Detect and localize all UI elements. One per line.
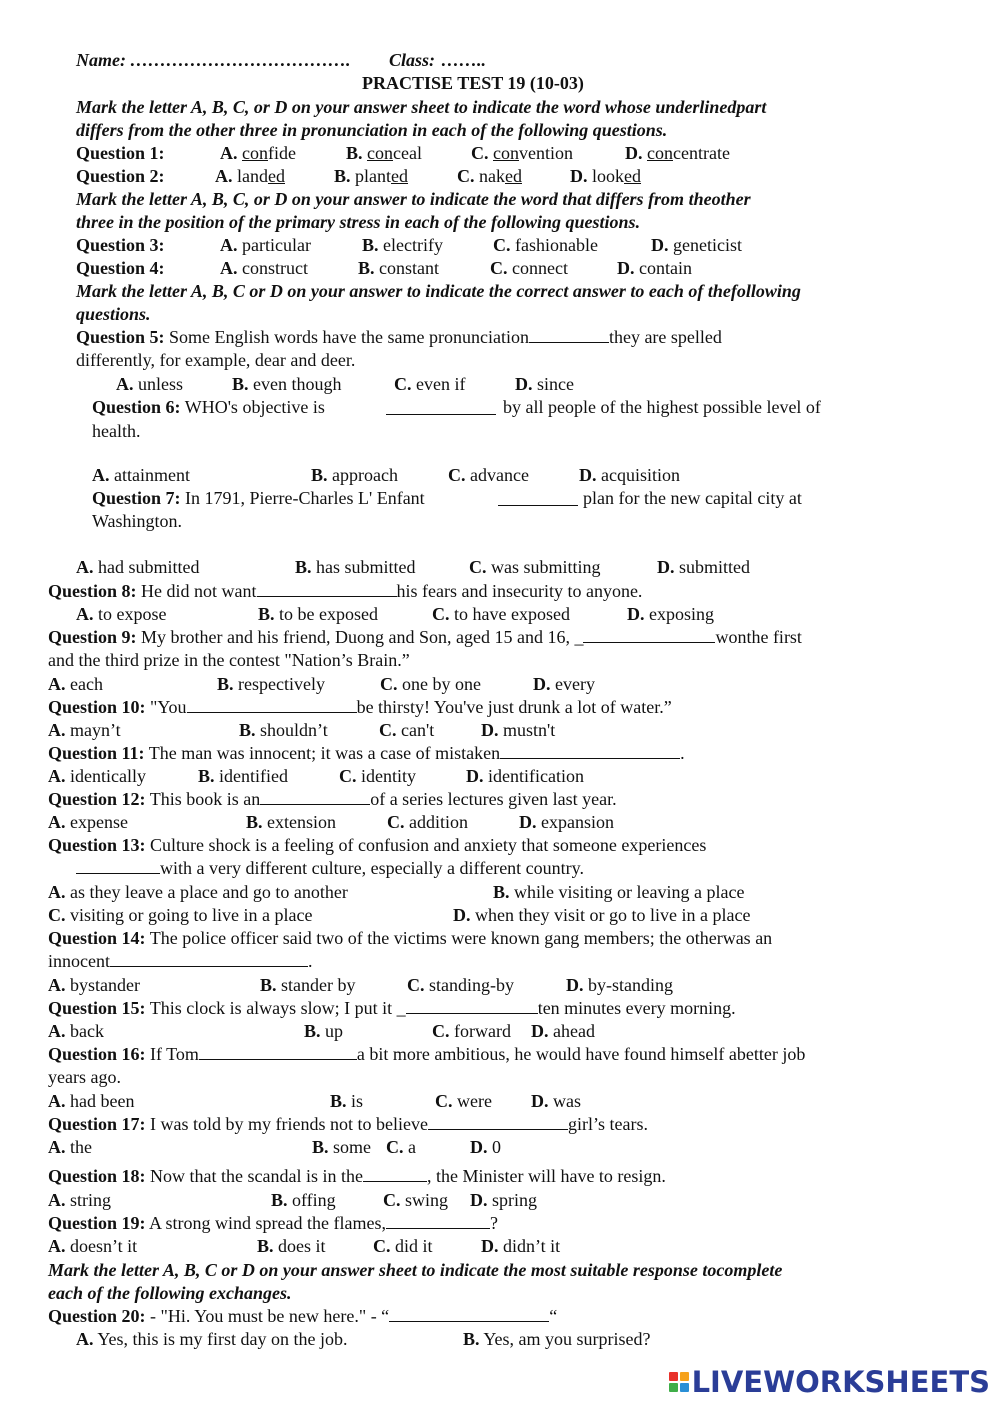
- answer-blank[interactable]: [500, 742, 680, 759]
- answer-blank[interactable]: [583, 626, 715, 643]
- answer-blank[interactable]: [257, 580, 397, 597]
- question-label: Question 7:: [92, 488, 181, 508]
- question-text: This clock is always slow; I put it _: [149, 998, 406, 1018]
- question-12: [48, 788, 617, 810]
- option-a[interactable]: A. identically: [48, 766, 146, 786]
- question-14: [48, 927, 772, 949]
- option-a[interactable]: A. each: [48, 674, 103, 694]
- option-b[interactable]: B. to be exposed: [258, 604, 378, 624]
- question-text: girl’s tears.: [567, 1114, 648, 1134]
- option-c[interactable]: C. identity: [339, 766, 416, 786]
- question-label: Question 12:: [48, 789, 146, 809]
- question-text: plan for the new capital city at: [583, 488, 802, 508]
- option-c[interactable]: C. addition: [387, 812, 468, 832]
- question-label: Question 11:: [48, 743, 145, 763]
- option-d[interactable]: D. mustn't: [481, 720, 556, 740]
- option-d[interactable]: D. exposing: [627, 604, 714, 624]
- question-9: [48, 626, 802, 648]
- option-b[interactable]: B. Yes, am you surprised?: [463, 1329, 651, 1349]
- name-label: Name:: [76, 50, 126, 70]
- answer-blank[interactable]: [386, 398, 496, 415]
- question-8: [48, 580, 642, 602]
- question-text: ?: [489, 1213, 498, 1233]
- question-10: [48, 696, 672, 718]
- question-text: , the Minister will have to resign.: [426, 1166, 666, 1186]
- option-a[interactable]: A. had been: [48, 1091, 135, 1111]
- option-b[interactable]: B. stander by: [260, 975, 356, 995]
- option-d[interactable]: D. by-standing: [566, 975, 673, 995]
- option-b[interactable]: B. while visiting or leaving a place: [493, 882, 745, 902]
- option-c[interactable]: C. can't: [379, 720, 435, 740]
- instruction-stress-2: three in the position of the primary stress in each of the following questions.: [76, 212, 641, 232]
- option-d[interactable]: D. geneticist: [651, 235, 742, 255]
- option-a[interactable]: A. string: [48, 1190, 112, 1210]
- instruction-correct-1: Mark the letter A, B, C or D on your answer to indicate the correct answer to each of thefollowing: [76, 281, 801, 301]
- option-b[interactable]: B. even though: [232, 374, 342, 394]
- option-a[interactable]: A. bystander: [48, 975, 140, 995]
- question-label: Question 4:: [76, 258, 165, 278]
- question-text: a bit more ambitious, he would have found himself abetter job: [356, 1044, 806, 1064]
- question-label: Question 15:: [48, 998, 146, 1018]
- question-label: Question 16:: [48, 1044, 146, 1064]
- question-16-line2: years ago.: [48, 1067, 121, 1087]
- question-text: wonthe first: [715, 627, 802, 647]
- option-a[interactable]: A. had submitted: [76, 557, 200, 577]
- option-d[interactable]: D. identification: [466, 766, 584, 786]
- question-text: his fears and insecurity to anyone.: [396, 581, 643, 601]
- option-d[interactable]: D. contain: [617, 258, 692, 278]
- question-label: Question 10:: [48, 697, 146, 717]
- option-a[interactable]: A. Yes, this is my first day on the job.: [76, 1329, 348, 1349]
- instruction-pronunciation-1: Mark the letter A, B, C, or D on your answer sheet to indicate the word whose underlinedpart: [76, 97, 767, 117]
- option-d[interactable]: D. 0: [470, 1137, 501, 1157]
- question-text: "You: [150, 697, 187, 717]
- option-a[interactable]: A. construct: [220, 258, 308, 278]
- question-14-line2: [48, 950, 312, 972]
- question-text: If Tom: [150, 1044, 199, 1064]
- name-dots: ……………………………….: [130, 50, 351, 70]
- answer-blank[interactable]: [386, 1212, 490, 1229]
- option-d[interactable]: D. didn’t it: [481, 1236, 561, 1256]
- question-text: My brother and his friend, Duong and Son, aged 15 and 16, _: [141, 627, 584, 647]
- class-label: Class:: [389, 50, 436, 70]
- option-b[interactable]: B. approach: [311, 465, 398, 485]
- option-b[interactable]: B. electrify: [362, 235, 443, 255]
- question-text: with a very different culture, especially a different country.: [160, 858, 584, 878]
- option-c[interactable]: C. standing-by: [407, 975, 514, 995]
- answer-blank[interactable]: [76, 857, 160, 874]
- option-a[interactable]: A. to expose: [76, 604, 167, 624]
- answer-blank[interactable]: [110, 950, 308, 967]
- logo-square-orange: [680, 1372, 689, 1381]
- answer-blank[interactable]: [529, 326, 609, 343]
- page-title: PRACTISE TEST 19 (10-03): [362, 73, 584, 93]
- option-a[interactable]: A. attainment: [92, 465, 190, 485]
- question-text: Some English words have the same pronunciation: [169, 327, 529, 347]
- question-label: Question 20:: [48, 1306, 146, 1326]
- question-label: Question 5:: [76, 327, 165, 347]
- liveworksheets-icon: [669, 1372, 689, 1392]
- option-b[interactable]: B. some: [312, 1137, 372, 1157]
- option-c[interactable]: C. a: [386, 1137, 416, 1157]
- option-c[interactable]: C. fashionable: [493, 235, 598, 255]
- option-a[interactable]: A. doesn’t it: [48, 1236, 138, 1256]
- option-d[interactable]: D. spring: [470, 1190, 537, 1210]
- option-c[interactable]: C. was submitting: [469, 557, 601, 577]
- option-d[interactable]: D. ahead: [531, 1021, 595, 1041]
- option-b[interactable]: B. has submitted: [295, 557, 416, 577]
- option-c[interactable]: C. to have exposed: [432, 604, 570, 624]
- option-a[interactable]: A. confide: [220, 143, 296, 163]
- question-label: Question 3:: [76, 235, 165, 255]
- logo-square-blue: [680, 1383, 689, 1392]
- question-text: of a series lectures given last year.: [370, 789, 617, 809]
- logo-square-red: [669, 1372, 678, 1381]
- question-label: Question 13:: [48, 835, 146, 855]
- answer-blank[interactable]: [389, 1305, 549, 1322]
- option-a[interactable]: A. as they leave a place and go to another: [48, 882, 348, 902]
- question-label: Question 1:: [76, 143, 165, 163]
- option-d[interactable]: D. expansion: [519, 812, 614, 832]
- option-b[interactable]: B. constant: [358, 258, 440, 278]
- option-a[interactable]: A. the: [48, 1137, 92, 1157]
- logo-square-green: [669, 1383, 678, 1392]
- answer-blank[interactable]: [363, 1165, 427, 1182]
- option-d[interactable]: D. was: [531, 1091, 581, 1111]
- option-b[interactable]: B. identified: [198, 766, 288, 786]
- question-text: Now that the scandal is in the: [150, 1166, 363, 1186]
- option-d[interactable]: D. every: [533, 674, 595, 694]
- option-d[interactable]: D. looked: [570, 166, 642, 186]
- answer-blank[interactable]: [498, 489, 578, 506]
- question-label: Question 19:: [48, 1213, 146, 1233]
- option-d[interactable]: D. since: [515, 374, 574, 394]
- question-label: Question 9:: [48, 627, 137, 647]
- option-d[interactable]: D. acquisition: [579, 465, 680, 485]
- question-text: .: [307, 951, 313, 971]
- answer-blank[interactable]: [260, 788, 370, 805]
- option-c[interactable]: C. swing: [383, 1190, 449, 1210]
- question-7-line2: Washington.: [92, 511, 183, 531]
- option-b[interactable]: B. does it: [257, 1236, 326, 1256]
- logo-text: LIVEWORKSHEETS: [691, 1365, 990, 1399]
- question-text: He did not want: [141, 581, 257, 601]
- question-text: they are spelled: [608, 327, 722, 347]
- question-20: [48, 1305, 557, 1327]
- question-text: be thirsty! You've just drunk a lot of water.”: [356, 697, 672, 717]
- option-c[interactable]: C. naked: [457, 166, 522, 186]
- question-text: - "Hi. You must be new here." - “: [150, 1306, 390, 1326]
- option-b[interactable]: B. conceal: [346, 143, 422, 163]
- question-label: Question 18:: [48, 1166, 146, 1186]
- class-dots: ……..: [441, 50, 486, 70]
- answer-blank[interactable]: [187, 696, 357, 713]
- option-b[interactable]: B. offing: [271, 1190, 336, 1210]
- question-16: [48, 1043, 805, 1065]
- question-label: Question 8:: [48, 581, 137, 601]
- question-15: [48, 997, 736, 1019]
- option-c[interactable]: C. connect: [490, 258, 568, 278]
- option-c[interactable]: C. were: [435, 1091, 492, 1111]
- answer-blank[interactable]: [406, 997, 538, 1014]
- question-label: Question 17:: [48, 1114, 146, 1134]
- answer-blank[interactable]: [428, 1113, 568, 1130]
- question-6-line2: health.: [92, 421, 141, 441]
- instruction-pronunciation-2: differs from the other three in pronunciation in each of the following questions.: [76, 120, 668, 140]
- option-b[interactable]: B. shouldn’t: [239, 720, 328, 740]
- instruction-exchanges-1: Mark the letter A, B, C or D on your answer sheet to indicate the most suitable response tocomplete: [48, 1260, 783, 1280]
- option-a[interactable]: A. particular: [220, 235, 311, 255]
- option-b[interactable]: B. extension: [246, 812, 337, 832]
- question-17: [48, 1113, 648, 1135]
- option-a[interactable]: A. mayn’t: [48, 720, 121, 740]
- question-text: The man was innocent; it was a case of mistaken: [148, 743, 501, 763]
- option-a[interactable]: A. unless: [116, 374, 183, 394]
- question-text: by all people of the highest possible level of: [503, 397, 821, 417]
- option-a[interactable]: A. landed: [215, 166, 285, 186]
- option-c[interactable]: C. did it: [373, 1236, 433, 1256]
- question-19: [48, 1212, 498, 1234]
- question-text: innocent: [48, 951, 110, 971]
- question-5-line2: differently, for example, dear and deer.: [76, 350, 356, 370]
- question-13-line2: [76, 857, 584, 879]
- option-a[interactable]: A. back: [48, 1021, 104, 1041]
- option-a[interactable]: A. expense: [48, 812, 128, 832]
- instruction-correct-2: questions.: [76, 304, 151, 324]
- question-text: In 1791, Pierre-Charles L' Enfant: [185, 488, 425, 508]
- option-b[interactable]: B. up: [304, 1021, 344, 1041]
- instruction-exchanges-2: each of the following exchanges.: [48, 1283, 292, 1303]
- question-text: .: [680, 743, 685, 763]
- question-18: [48, 1165, 666, 1187]
- option-b[interactable]: B. respectively: [217, 674, 325, 694]
- option-b[interactable]: B. planted: [334, 166, 409, 186]
- option-c[interactable]: C. convention: [471, 143, 573, 163]
- question-label: Question 6:: [92, 397, 181, 417]
- option-b[interactable]: B. is: [330, 1091, 364, 1111]
- question-11: [48, 742, 685, 764]
- option-d[interactable]: D. concentrate: [625, 143, 730, 163]
- question-text: The police officer said two of the victims were known gang members; the otherwas an: [149, 928, 773, 948]
- answer-blank[interactable]: [199, 1043, 357, 1060]
- option-c[interactable]: C. visiting or going to live in a place: [48, 905, 313, 925]
- question-text: A strong wind spread the flames,: [149, 1213, 386, 1233]
- question-5: [76, 326, 722, 348]
- question-9-line2: and the third prize in the contest "Nation’s Brain.”: [48, 650, 410, 670]
- liveworksheets-logo[interactable]: [669, 1365, 990, 1399]
- question-text: WHO's objective is: [184, 397, 325, 417]
- question-text: “: [549, 1306, 558, 1326]
- question-text: Culture shock is a feeling of confusion and anxiety that someone experiences: [150, 835, 707, 855]
- option-d[interactable]: D. submitted: [657, 557, 750, 577]
- instruction-stress-1: Mark the letter A, B, C, or D on your answer to indicate the word that differs from theother: [76, 189, 751, 209]
- question-text: This book is an: [149, 789, 261, 809]
- option-c[interactable]: C. one by one: [380, 674, 481, 694]
- option-c[interactable]: C. even if: [394, 374, 466, 394]
- question-label: Question 2:: [76, 166, 165, 186]
- option-c[interactable]: C. forward: [432, 1021, 511, 1041]
- question-13: [48, 834, 706, 856]
- question-text: I was told by my friends not to believe: [150, 1114, 428, 1134]
- option-c[interactable]: C. advance: [448, 465, 529, 485]
- option-d[interactable]: D. when they visit or go to live in a place: [453, 905, 751, 925]
- question-text: ten minutes every morning.: [537, 998, 736, 1018]
- question-label: Question 14:: [48, 928, 146, 948]
